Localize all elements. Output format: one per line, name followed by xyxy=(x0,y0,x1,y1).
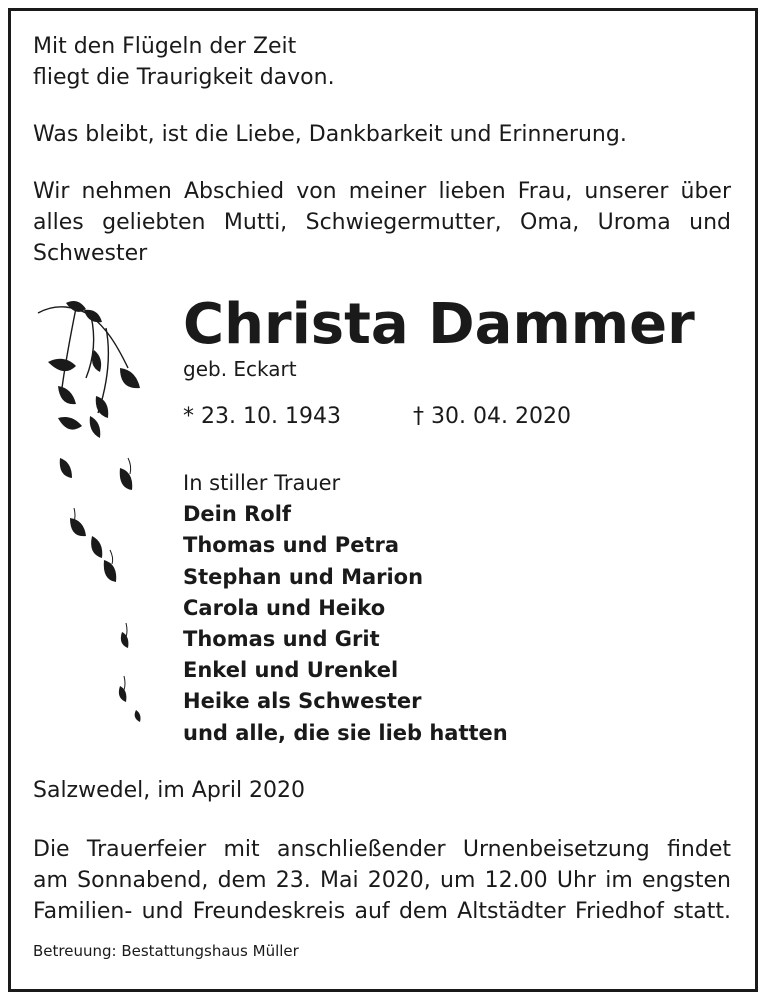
leaf-icon xyxy=(90,416,101,438)
mourner-name: Stephan und Marion xyxy=(183,564,424,589)
mourner-name: Enkel und Urenkel xyxy=(183,658,399,683)
deceased-name: Christa Dammer xyxy=(183,292,695,357)
death-date: † 30. 04. 2020 xyxy=(413,404,571,429)
mourner-name: Thomas und Petra xyxy=(183,533,400,558)
leaf-icon xyxy=(92,350,101,372)
leaf-icon xyxy=(119,686,127,702)
place-date: Salzwedel, im April 2020 xyxy=(33,778,306,803)
funeral-line-2: am Sonnabend, dem 23. Mai 2020, um 12.00 Uhr im engsten xyxy=(33,868,731,893)
mourners-list xyxy=(183,468,508,749)
mourner-name: Heike als Schwester xyxy=(183,689,422,714)
funeral-line-1: Die Trauerfeier mit anschließender Urnenbeisetzung findet xyxy=(33,837,731,862)
leaf-icon xyxy=(60,458,72,478)
leaf-icon xyxy=(104,560,117,582)
leaf-icon xyxy=(70,518,86,536)
leaf-icon xyxy=(120,368,140,388)
falling-leaves-illustration xyxy=(36,298,156,738)
leaf-icon xyxy=(135,710,141,722)
intro-line-3: Schwester xyxy=(33,241,148,266)
maiden-name: geb. Eckart xyxy=(183,357,297,381)
mourners-intro: In stiller Trauer xyxy=(183,471,341,495)
mourner-name: und alle, die sie lieb hatten xyxy=(183,720,508,745)
quote-line: Was bleibt, ist die Liebe, Dankbarkeit und Erinnerung. xyxy=(33,122,627,147)
leaf-icon xyxy=(48,359,76,371)
leaf-icon xyxy=(121,632,129,648)
poem-line-1: Mit den Flügeln der Zeit xyxy=(33,34,297,59)
mourner-name: Thomas und Grit xyxy=(183,627,380,652)
poem-line-2: fliegt die Traurigkeit davon. xyxy=(33,65,335,90)
mourner-name: Dein Rolf xyxy=(183,502,292,527)
undertaker-credit: Betreuung: Bestattungshaus Müller xyxy=(33,942,299,960)
funeral-line-3: Familien- und Freundeskreis auf dem Altstädter Friedhof statt. xyxy=(33,899,731,924)
leaf-icon xyxy=(84,310,102,323)
mourner-name: Carola und Heiko xyxy=(183,595,386,620)
leaf-icon xyxy=(66,301,86,312)
leaf-icon xyxy=(96,396,109,418)
intro-line-1: Wir nehmen Abschied von meiner lieben Frau, unserer über xyxy=(33,179,731,204)
leaf-icon xyxy=(58,417,82,430)
leaf-icon xyxy=(91,536,102,558)
intro-line-2: alles geliebten Mutti, Schwiegermutter, Oma, Uroma und xyxy=(33,210,731,235)
leaf-icon xyxy=(58,386,76,404)
birth-date: * 23. 10. 1943 xyxy=(183,404,341,429)
